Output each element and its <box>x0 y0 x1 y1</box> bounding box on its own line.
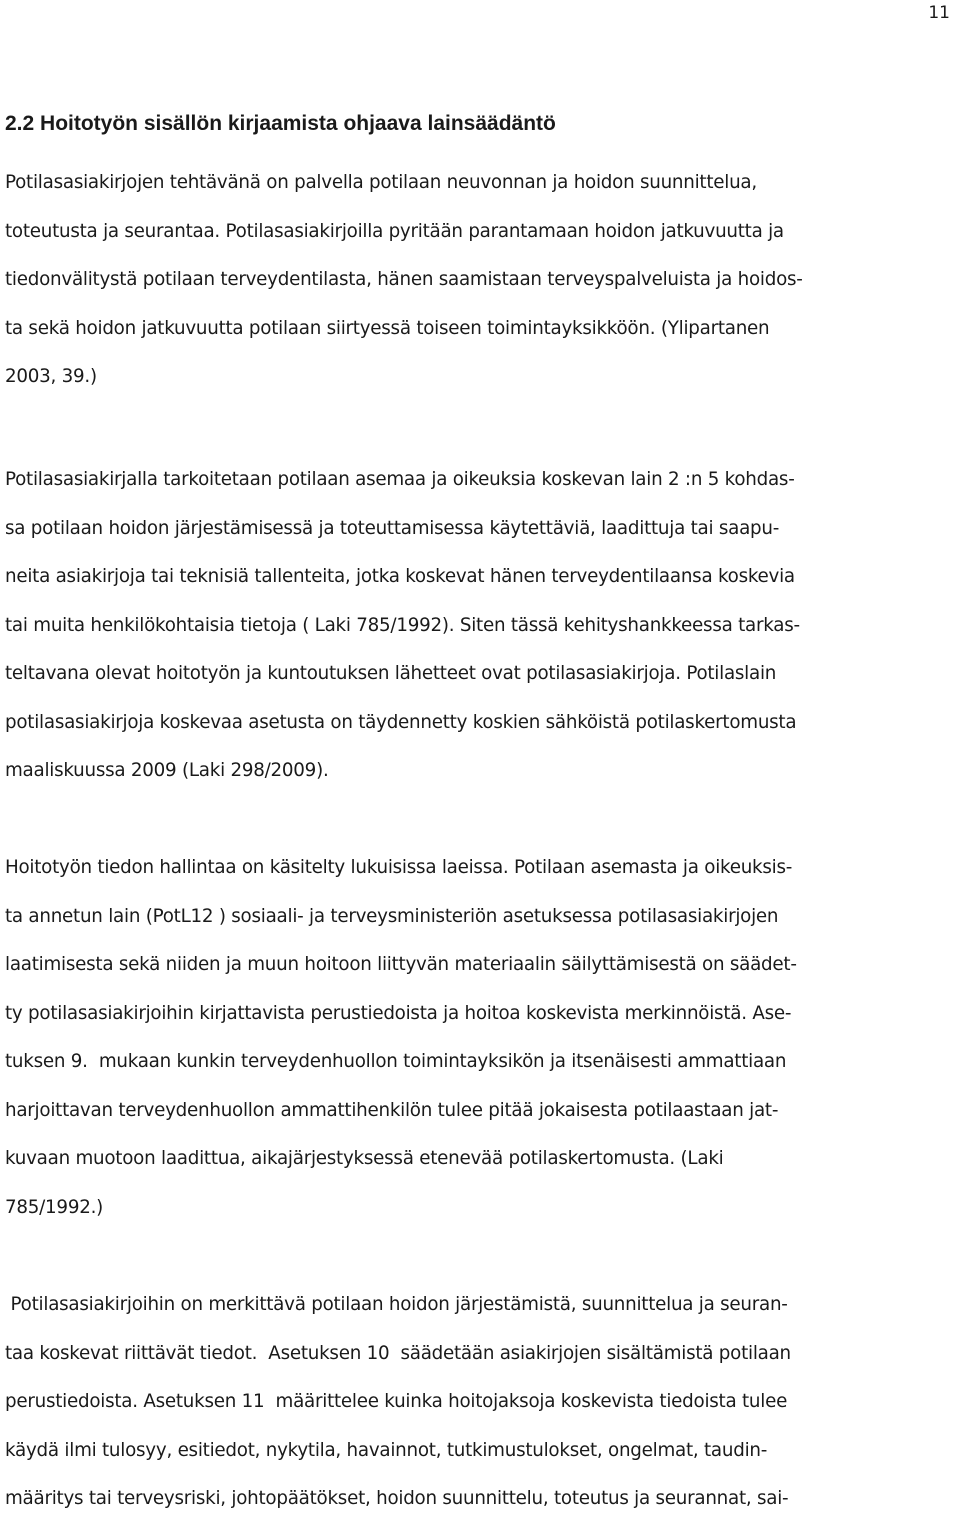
text-line: potilasasiakirjoja koskevaa asetusta on täydennetty koskien sähköistä potilaskertomusta <box>5 711 797 733</box>
text-line: ty potilasasiakirjoihin kirjattavista perustiedoista ja hoitoa koskevista merkinnöistä. Ase- <box>5 1002 792 1024</box>
text-line: sa potilaan hoidon järjestämisessä ja toteuttamisessa käytettäviä, laadittuja tai saapu- <box>5 517 780 539</box>
text-line: perustiedoista. Asetuksen 11 määrittelee kuinka hoitojaksoja koskevista tiedoista tulee <box>5 1391 788 1412</box>
paragraph-4 <box>5 1281 955 1524</box>
text-line: harjoittavan terveydenhuollon ammattihenkilön tulee pitää jokaisesta potilaastaan jat- <box>5 1099 779 1121</box>
text-line: ta sekä hoidon jatkuvuutta potilaan siirtyessä toiseen toimintayksikköön. (Ylipartanen <box>5 317 770 339</box>
section-heading: 2.2 Hoitotyön sisällön kirjaamista ohjaava lainsäädäntö <box>5 112 556 135</box>
text-line: tiedonvälitystä potilaan terveydentilasta, hänen saamistaan terveyspalveluista ja hoidos- <box>5 269 803 290</box>
text-line: Potilasasiakirjoihin on merkittävä potilaan hoidon järjestämistä, suunnittelua ja seuran- <box>5 1294 788 1315</box>
text-line: ta annetun lain (PotL12 ) sosiaali- ja terveysministeriön asetuksessa potilasasiakirjojen <box>5 905 779 927</box>
text-line: tai muita henkilökohtaisia tietoja ( Laki 785/1992). Siten tässä kehityshankkeessa tarkas- <box>5 614 800 636</box>
text-line: käydä ilmi tulosyy, esitiedot, nykytila, havainnot, tutkimustulokset, ongelmat, taudin- <box>5 1439 768 1461</box>
text-line: toteutusta ja seurantaa. Potilasasiakirjoilla pyritään parantamaan hoidon jatkuvuutta ja <box>5 220 784 242</box>
text-line: taa koskevat riittävät tiedot. Asetuksen 10 säädetään asiakirjojen sisältämistä potilaan <box>5 1342 791 1364</box>
paragraph-3 <box>5 844 955 1232</box>
page-number: 11 <box>928 3 950 23</box>
text-line: maaliskuussa 2009 (Laki 298/2009). <box>5 760 329 781</box>
text-line: 2003, 39.) <box>5 366 97 387</box>
text-line: Potilasasiakirjalla tarkoitetaan potilaan asemaa ja oikeuksia koskevan lain 2 :n 5 kohdas- <box>5 469 795 490</box>
text-line: 785/1992.) <box>5 1196 104 1218</box>
paragraph-2 <box>5 456 955 796</box>
paragraph-1 <box>5 159 955 402</box>
text-line: Potilasasiakirjojen tehtävänä on palvella potilaan neuvonnan ja hoidon suunnittelua, <box>5 172 757 193</box>
text-line: laatimisesta sekä niiden ja muun hoitoon liittyvän materiaalin säilyttämisestä on säädet- <box>5 954 797 975</box>
text-line: määritys tai terveysriski, johtopäätökset, hoidon suunnittelu, toteutus ja seurannat, sai- <box>5 1488 789 1509</box>
text-line: kuvaan muotoon laadittua, aikajärjestyksessä etenevää potilaskertomusta. (Laki <box>5 1148 724 1169</box>
text-line: Hoitotyön tiedon hallintaa on käsitelty lukuisissa laeissa. Potilaan asemasta ja oikeuksis- <box>5 857 793 878</box>
text-line: teltavana olevat hoitotyön ja kuntoutuksen lähetteet ovat potilasasiakirjoja. Potilaslain <box>5 663 777 684</box>
text-line: tuksen 9. mukaan kunkin terveydenhuollon toimintayksikön ja itsenäisesti ammattiaan <box>5 1051 787 1072</box>
text-line: neita asiakirjoja tai teknisiä tallenteita, jotka koskevat hänen terveydentilaansa koskevia <box>5 566 795 587</box>
